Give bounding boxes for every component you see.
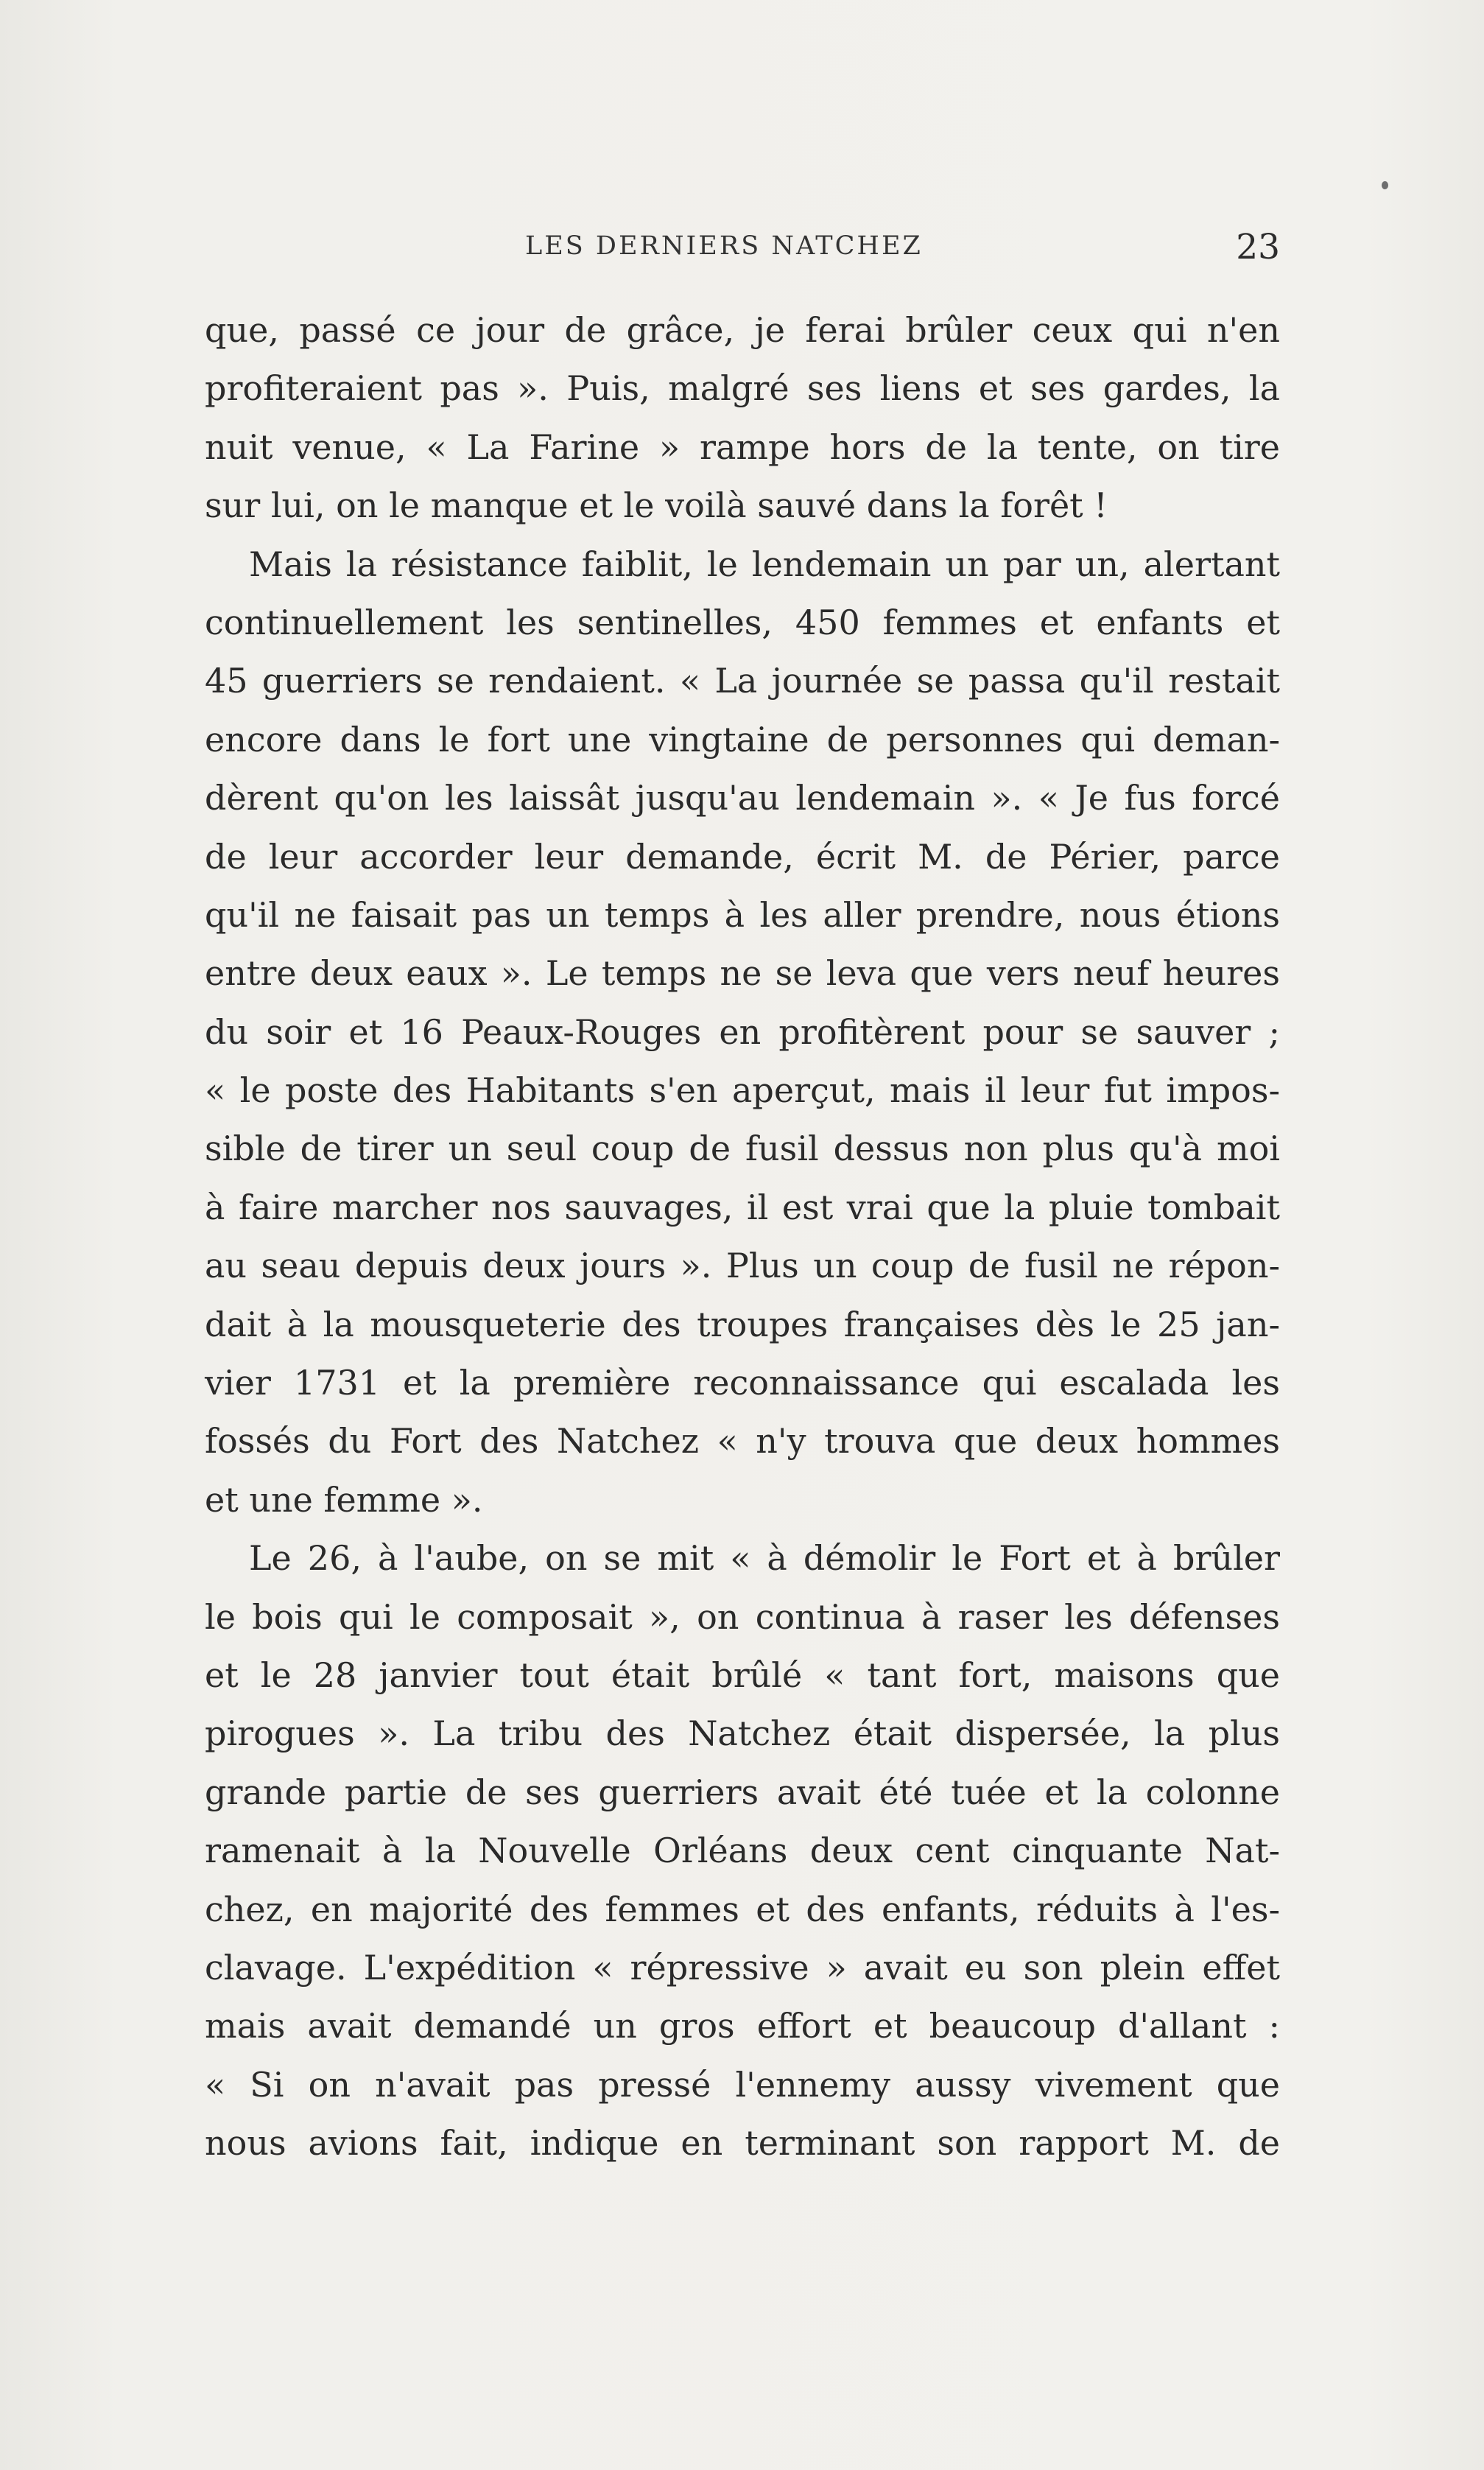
text-line: encore dans le fort une vingtaine de personnes qui deman- (205, 719, 1280, 759)
body-text (205, 301, 1280, 2173)
text-line: que, passé ce jour de grâce, je ferai brûler ceux qui n'en (205, 310, 1280, 350)
ink-speck (1382, 181, 1388, 189)
text-line: dèrent qu'on les laissât jusqu'au lendemain ». « Je fus forcé (205, 778, 1280, 818)
text-line: 45 guerriers se rendaient. « La journée se passa qu'il restait (205, 661, 1280, 701)
text-line: pirogues ». La tribu des Natchez était dispersée, la plus (205, 1713, 1280, 1754)
text-line: mais avait demandé un gros effort et beaucoup d'allant : (205, 2006, 1280, 2046)
text-line: profiteraient pas ». Puis, malgré ses liens et ses gardes, la (205, 368, 1280, 409)
running-title: LES DERNIERS NATCHEZ (525, 231, 923, 261)
text-line: grande partie de ses guerriers avait été tuée et la colonne (205, 1772, 1280, 1812)
text-line: de leur accorder leur demande, écrit M. de Périer, parce (205, 836, 1280, 877)
text-line: dait à la mousqueterie des troupes françaises dès le 25 jan- (205, 1304, 1280, 1344)
text-line: à faire marcher nos sauvages, il est vrai que la pluie tombait (205, 1187, 1280, 1227)
text-line: du soir et 16 Peaux-Rouges en profitèrent pour se sauver ; (205, 1011, 1280, 1052)
text-line: continuellement les sentinelles, 450 femmes et enfants et (205, 602, 1280, 642)
text-line: et le 28 janvier tout était brûlé « tant fort, maisons que (205, 1655, 1280, 1695)
text-line: sur lui, on le manque et le voilà sauvé dans la forêt ! (205, 485, 1108, 526)
text-line: et une femme ». (205, 1479, 483, 1520)
text-line: chez, en majorité des femmes et des enfants, réduits à l'es- (205, 1889, 1280, 1929)
text-line: clavage. L'expédition « répressive » avait eu son plein effet (205, 1947, 1280, 1987)
text-line: sible de tirer un seul coup de fusil dessus non plus qu'à moi (205, 1129, 1280, 1169)
text-line: le bois qui le composait », on continua à raser les défenses (205, 1596, 1280, 1637)
text-line: qu'il ne faisait pas un temps à les aller prendre, nous étions (205, 894, 1280, 935)
text-line: vier 1731 et la première reconnaissance qui escalada les (205, 1363, 1280, 1403)
page-number: 23 (1236, 227, 1280, 267)
text-line: nous avions fait, indique en terminant son rapport M. de (205, 2123, 1280, 2164)
text-line: au seau depuis deux jours ». Plus un coup de fusil ne répon- (205, 1246, 1280, 1286)
running-head (205, 227, 1280, 271)
text-line: nuit venue, « La Farine » rampe hors de la tente, on tire (205, 427, 1280, 467)
text-line: ramenait à la Nouvelle Orléans deux cent cinquante Nat- (205, 1831, 1280, 1871)
text-line: fossés du Fort des Natchez « n'y trouva que deux hommes (205, 1421, 1280, 1462)
text-line: « Si on n'avait pas pressé l'ennemy aussy vivement que (205, 2064, 1280, 2105)
text-line: entre deux eaux ». Le temps ne se leva que vers neuf heures (205, 953, 1280, 994)
text-line: « le poste des Habitants s'en aperçut, mais il leur fut impos- (205, 1070, 1280, 1111)
text-line: Mais la résistance faiblit, le lendemain un par un, alertant (249, 544, 1280, 584)
text-line: Le 26, à l'aube, on se mit « à démolir le Fort et à brûler (249, 1538, 1280, 1579)
